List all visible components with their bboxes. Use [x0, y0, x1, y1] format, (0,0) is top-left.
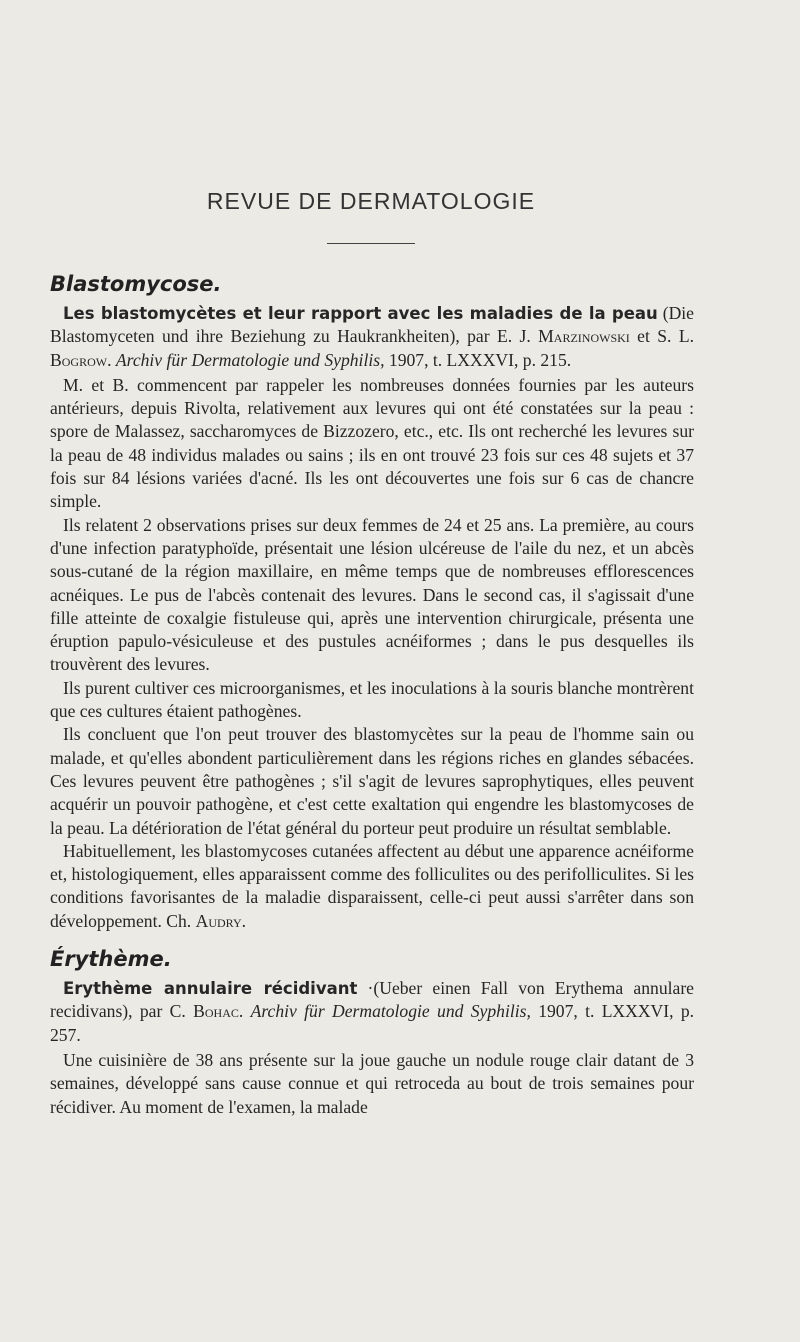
- article-reference: [50, 977, 694, 1047]
- signature: Audry.: [195, 910, 247, 931]
- journal-name: Archiv für Dermatologie und Syphilis,: [250, 1001, 531, 1022]
- author-name: Bogrow: [50, 349, 108, 370]
- article-body: [50, 270, 694, 1119]
- page-title: REVUE DE DERMATOLOGIE: [206, 188, 536, 214]
- author-name: Marzinowski: [538, 326, 630, 347]
- article-title: Erythème annulaire récidivant: [63, 979, 358, 999]
- paragraph: Ils concluent que l'on peut trouver des blastomycètes sur la peau de l'homme sain ou malade, et qu'elles abondent particulièrement dans les régions riches en glandes sébacées. Ces levures peuvent être pathogènes ; s'il s'agit de levures saprophytiques, elles peuvent acquérir un pouvoir pathogène, et c'est cette exaltation qui engendre les blastomycoses de la peau. La détérioration de l'état général du porteur peut produire un résultat semblable.: [50, 724, 694, 838]
- section-title-erytheme: Érythème.: [50, 947, 172, 972]
- journal-name: Archiv für Dermatologie und Syphilis,: [115, 349, 385, 370]
- article-subtitle: ·(Ueber einen Fall von Erythema annulare recidivans), par C.: [50, 978, 694, 1022]
- author-name: Bohac.: [193, 1001, 244, 1022]
- paragraph: Ils purent cultiver ces microorganismes, et les inoculations à la souris blanche montrèrent que ces cultures étaient pathogènes.: [50, 677, 694, 722]
- paragraph: Une cuisinière de 38 ans présente sur la joue gauche un nodule rouge clair datant de 3 semaines, développé sans cause connue et qui retroceda au bout de trois semaines pour récidiver. Au moment de l'examen, la malade: [50, 1049, 694, 1117]
- paragraph: Ils relatent 2 observations prises sur deux femmes de 24 et 25 ans. La première, au cours d'une infection paratyphoïde, présentait une lésion ulcéreuse de l'aile du nez, et un abcès sous-cutané de la région maxillaire, en même temps que de nombreuses efflorescences acnéiques. Le pus de l'abcès contenait des levures. Dans le second cas, il s'agissait d'une fille atteinte de coxalgie fistuleuse qui, après une intervention chirurgicale, présenta une éruption papulo-vésiculeuse et des pustules acnéiformes ; dans le pus desquelles ils trouvèrent des levures.: [50, 514, 694, 675]
- article-reference: Les blastomycètes et leur rapport avec les maladies de la peau (Die Blastomyceten und ihre Beziehung zu Haukrankheiten), par E. J. Marzinowski et S. L. Bogrow. Archiv für Dermatologie und Syphilis, 1907, t. LXXXVI, p. 215.: [50, 303, 694, 370]
- article-title: Les blastomycètes et leur rapport avec les maladies de la peau: [63, 304, 658, 323]
- section-title-blastomycose: Blastomycose.: [50, 272, 222, 296]
- paragraph: [50, 840, 694, 933]
- citation: 1907, t. LXXXVI, p. 257.: [50, 1001, 695, 1045]
- author-connector: et S. L.: [637, 326, 694, 347]
- paragraph-text: Habituellement, les blastomycoses cutanées affectent au début une apparence acnéiforme et, histologiquement, elles apparaissent comme des folliculites ou des perifolliculites. Si les conditions favorisantes de la maladie disparaissent, celle-ci peut aussi s'arrêter dans son développement. Ch.: [50, 840, 694, 931]
- title-divider: [327, 243, 415, 244]
- citation: 1907, t. LXXXVI, p. 215.: [388, 349, 572, 370]
- article-subtitle: (Die Blastomyceten und ihre Beziehung zu Haukrankheiten), par E. J.: [50, 303, 694, 347]
- paragraph: M. et B. commencent par rappeler les nombreuses données fournies par les auteurs antérieurs, depuis Rivolta, relativement aux levures qui ont été constatées sur la peau : spore de Malassez, saccharomyces de Bizzozero, etc., etc. Ils ont recherché les levures sur la peau de 48 individus malades ou sains ; ils en ont trouvé 23 fois sur ces 48 sujets et 37 fois sur 84 lésions variées d'acné. Ils les ont découvertes une fois sur 6 cas de chancre simple.: [50, 374, 694, 512]
